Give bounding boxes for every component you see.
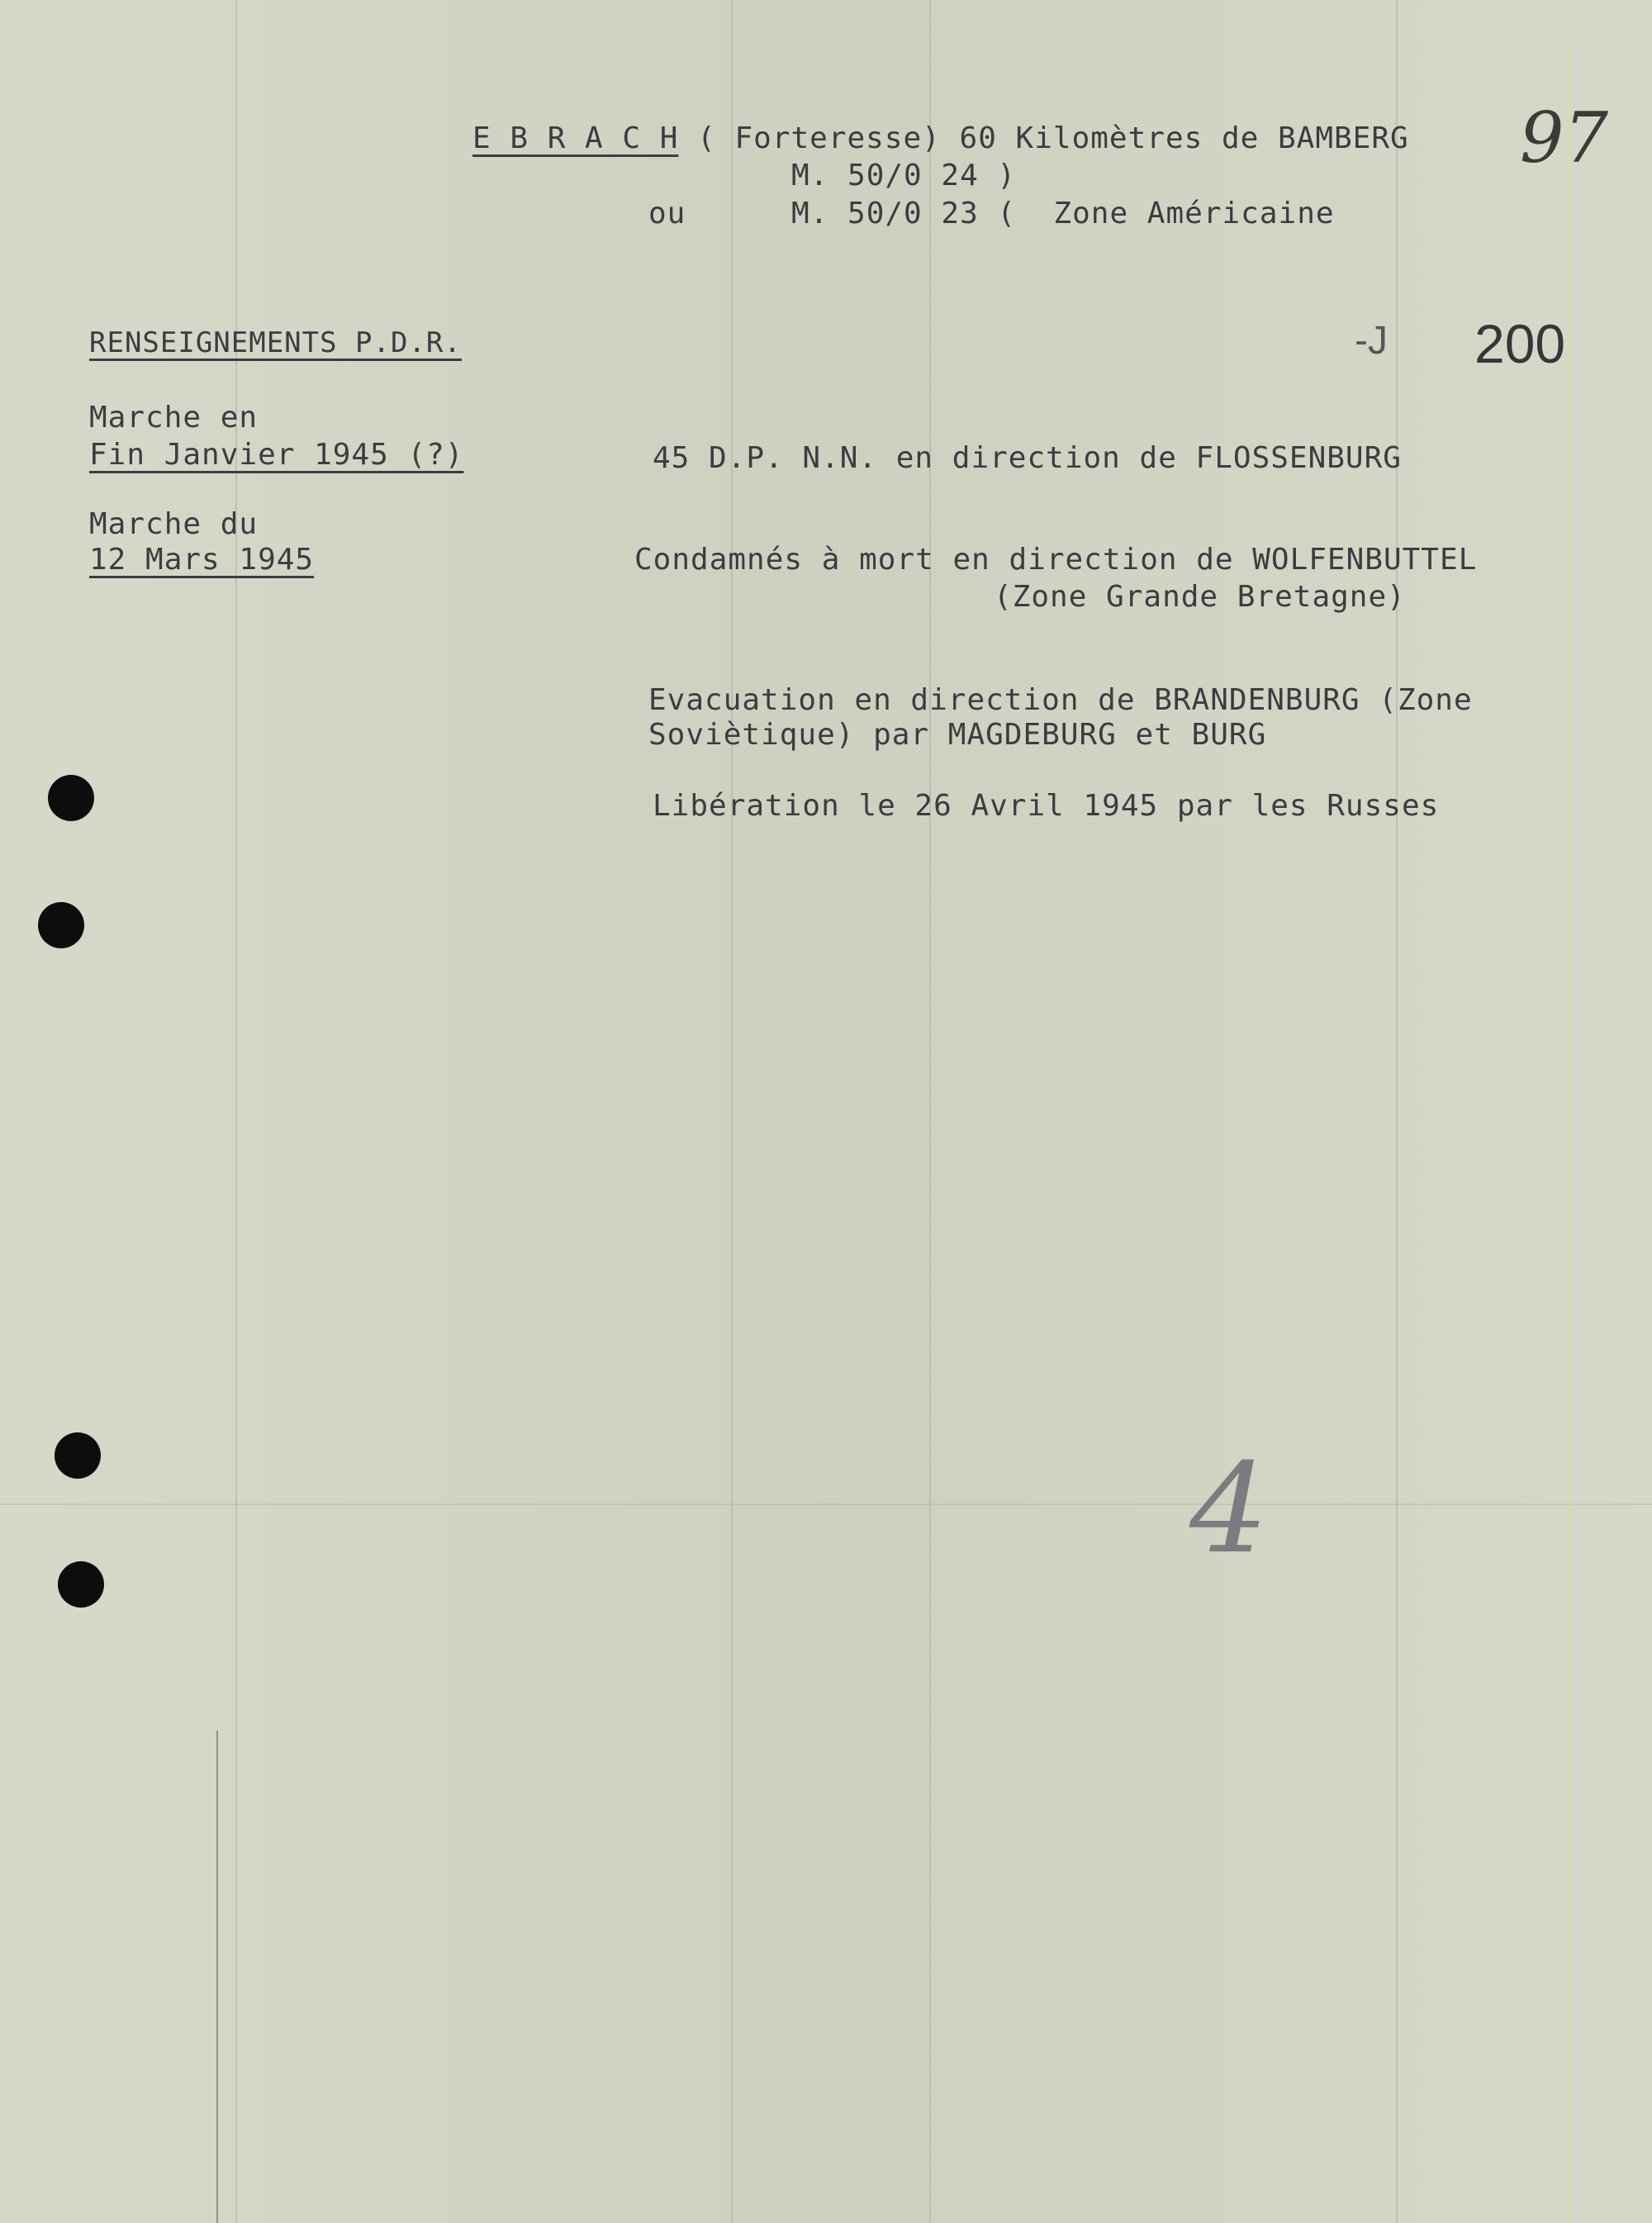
stamp-number: 200 — [1474, 313, 1566, 374]
punch-hole-icon — [55, 1432, 101, 1479]
paragraph-text: Libération le 26 Avril 1945 par les Russes — [653, 789, 1440, 823]
header-line-1 — [472, 121, 1409, 155]
header-place-details: ( Forteresse) 60 Kilomètres de BAMBERG — [678, 121, 1409, 155]
handwritten-page-number: 4 — [1189, 1437, 1269, 1581]
edge-line — [216, 1731, 218, 2223]
section-title: RENSEIGNEMENTS P.D.R. — [89, 326, 462, 359]
entry-label: Marche en — [89, 401, 259, 435]
header-place-name: E B R A C H — [472, 121, 679, 155]
entry-text-continued: (Zone Grande Bretagne) — [994, 580, 1406, 614]
margin-line — [1568, 41, 1570, 2223]
header-line-2: M. 50/0 24 ) — [791, 159, 1017, 192]
paragraph-text-continued: Soviètique) par MAGDEBURG et BURG — [648, 718, 1267, 752]
handwritten-folio-number: 97 — [1520, 97, 1608, 178]
fold-line — [1396, 0, 1398, 2223]
header-line-3: M. 50/0 23 ( Zone Américaine — [791, 197, 1335, 230]
fold-line — [0, 1503, 1652, 1505]
entry-label: Marche du — [89, 507, 259, 541]
paragraph-text: Evacuation en direction de BRANDENBURG (Zone — [648, 683, 1473, 717]
entry-text: Condamnés à mort en direction de WOLFENBUTTEL — [634, 543, 1478, 577]
punch-hole-icon — [58, 1561, 104, 1608]
fold-line — [731, 0, 733, 2223]
punch-hole-icon — [38, 902, 84, 948]
punch-hole-icon — [48, 775, 94, 821]
fold-line — [929, 0, 931, 2223]
stamp-mark: -J — [1355, 319, 1388, 363]
entry-date: Fin Janvier 1945 (?) — [89, 438, 464, 472]
header-line-3-prefix: ou — [648, 197, 686, 230]
entry-date: 12 Mars 1945 — [89, 543, 315, 577]
entry-text: 45 D.P. N.N. en direction de FLOSSENBURG — [653, 441, 1402, 475]
